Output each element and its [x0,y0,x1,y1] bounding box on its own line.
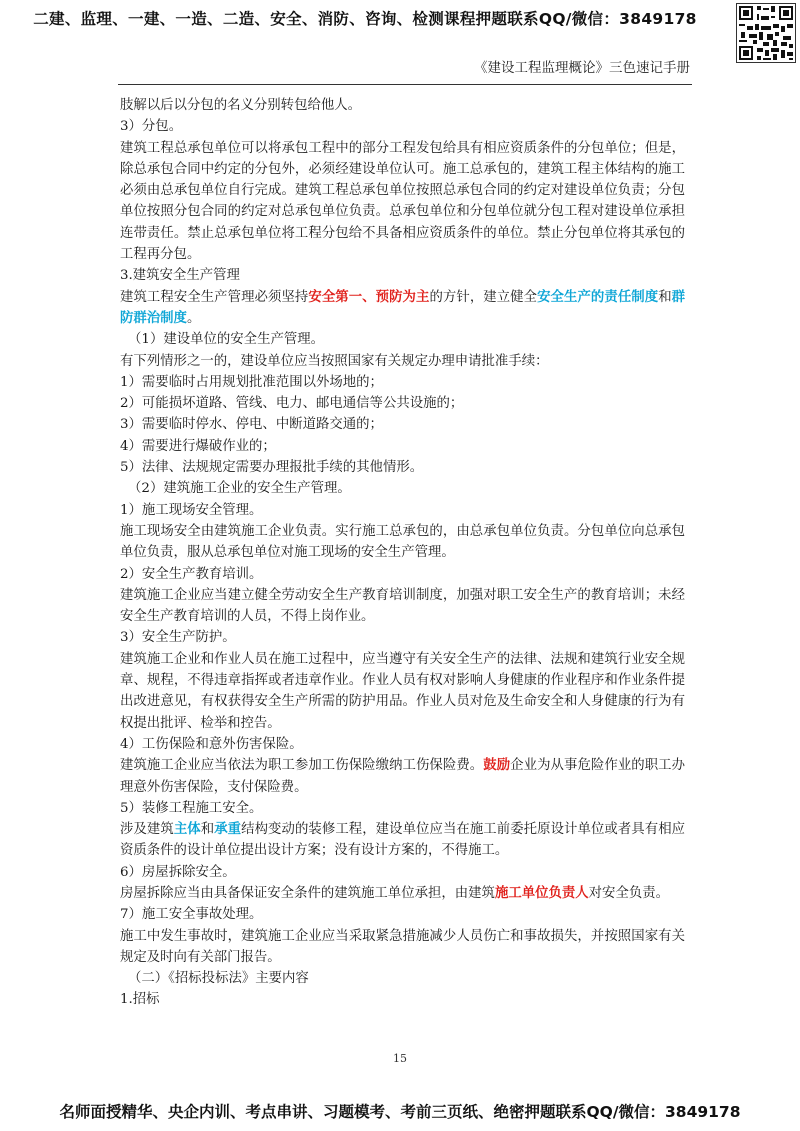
list-item: 1）需要临时占用规划批准范围以外场地的； [120,374,383,390]
highlight-cyan: 安全生产的责任制度 [537,288,659,305]
bottom-ad-banner: 名师面授精华、央企内训、考点串讲、习题模考、考前三页纸、绝密押题联系QQ/微信：3849178 [59,1103,741,1121]
subsection-heading: （1）建设单位的安全生产管理。 [128,332,325,348]
body-line: 肢解以后以分包的名义分别转包给他人。 [120,98,362,113]
subsection-heading: （2）建筑施工企业的安全生产管理。 [128,481,351,497]
paragraph: 施工现场安全由建筑施工企业负责。实行施工总承包的，由总承包单位负责。分包单位向总承包单位负责，服从总承包单位对施工现场的安全生产管理。 [120,523,685,561]
paragraph-safety-policy: 建筑工程安全生产管理必须坚持安全第一、预防为主的方针，建立健全安全生产的责任制度和群防群治制度。 [120,288,686,326]
section-heading: 3.建筑安全生产管理 [120,268,240,284]
subsection-heading: 3）分包。 [120,119,183,135]
paragraph: 施工中发生事故时，建筑施工企业应当采取紧急措施减少人员伤亡和事故损失，并按照国家有关规定及时向有关部门报告。 [120,928,685,965]
list-item: 4）需要进行爆破作业的； [120,438,276,454]
paragraph: 涉及建筑主体和承重结构变动的装修工程，建设单位应当在施工前委托原设计单位或者具有相应资质条件的设计单位提出设计方案；没有设计方案的，不得施工。 [120,821,686,859]
highlight-cyan: 主体 [173,821,201,838]
item-heading: 6）房屋拆除安全。 [120,864,236,880]
header-title: 《建设工程监理概论》三色速记手册 [474,60,690,76]
item-heading: 3）安全生产防护。 [120,630,236,646]
header-divider [118,84,692,85]
highlight-cyan: 群防群治制度 [120,288,686,326]
item-heading: 1）施工现场安全管理。 [120,502,263,518]
qr-code-icon [736,3,796,63]
page-content [120,95,685,1011]
highlight-red: 鼓励 [483,757,511,774]
list-item: 2）可能损坏道路、管线、电力、邮电通信等公共设施的； [120,396,464,412]
highlight-cyan: 承重 [214,821,242,838]
list-item: 3）需要临时停水、停电、中断道路交通的； [120,417,383,433]
highlight-red: 安全第一、预防为主 [308,288,430,305]
item-heading: 2）安全生产教育培训。 [120,566,263,582]
top-ad-banner: 二建、监理、一建、一造、二造、安全、消防、咨询、检测课程押题联系QQ/微信：3849178 [33,10,697,28]
paragraph: 建筑施工企业应当建立健全劳动安全生产教育培训制度，加强对职工安全生产的教育培训；未经安全生产教育培训的人员，不得上岗作业。 [120,587,685,625]
section-heading: 1.招标 [120,992,160,1008]
paragraph: 房屋拆除应当由具备保证安全条件的建筑施工单位承担，由建筑施工单位负责人对安全负责。 [120,884,670,901]
item-heading: 4）工伤保险和意外伤害保险。 [120,736,303,752]
page-number: 15 [393,1052,407,1065]
item-heading: 5）装修工程施工安全。 [120,800,263,816]
list-item: 5）法律、法规规定需要办理报批手续的其他情形。 [120,460,424,476]
highlight-red: 施工单位负责人 [494,884,589,901]
body-line: 有下列情形之一的，建设单位应当按照国家有关规定办理申请批准手续： [120,353,549,369]
item-heading: 7）施工安全事故处理。 [120,907,263,923]
paragraph: 建筑施工企业应当依法为职工参加工伤保险缴纳工伤保险费。鼓励企业为从事危险作业的职工办理意外伤害保险，支付保险费。 [120,757,686,795]
section-heading: （二）《招标投标法》主要内容 [128,971,309,987]
paragraph: 建筑施工企业和作业人员在施工过程中，应当遵守有关安全生产的法律、法规和建筑行业安全规章、规程，不得违章指挥或者违章作业。作业人员有权对影响人身健康的作业程序和作业条件提出改进意见，有权获得安全生产所需的防护用品。作业人员对危及生命安全和人身健康的行为有权提出批评、检举和控告。 [120,651,685,731]
paragraph-subcontracting: 建筑工程总承包单位可以将承包工程中的部分工程发包给具有相应资质条件的分包单位；但是，除总承包合同中约定的分包外，必须经建设单位认可。施工总承包的，建筑工程主体结构的施工必须由总承包单位自行完成。建筑工程总承包单位按照总承包合同的约定对建设单位负责；分包单位按照分包合同的约定对总承包单位负责。总承包单位和分包单位就分包工程对建设单位承担连带责任。禁止总承包单位将工程分包给不具备相应资质条件的单位。禁止分包单位将其承包的工程再分包。 [120,140,685,263]
